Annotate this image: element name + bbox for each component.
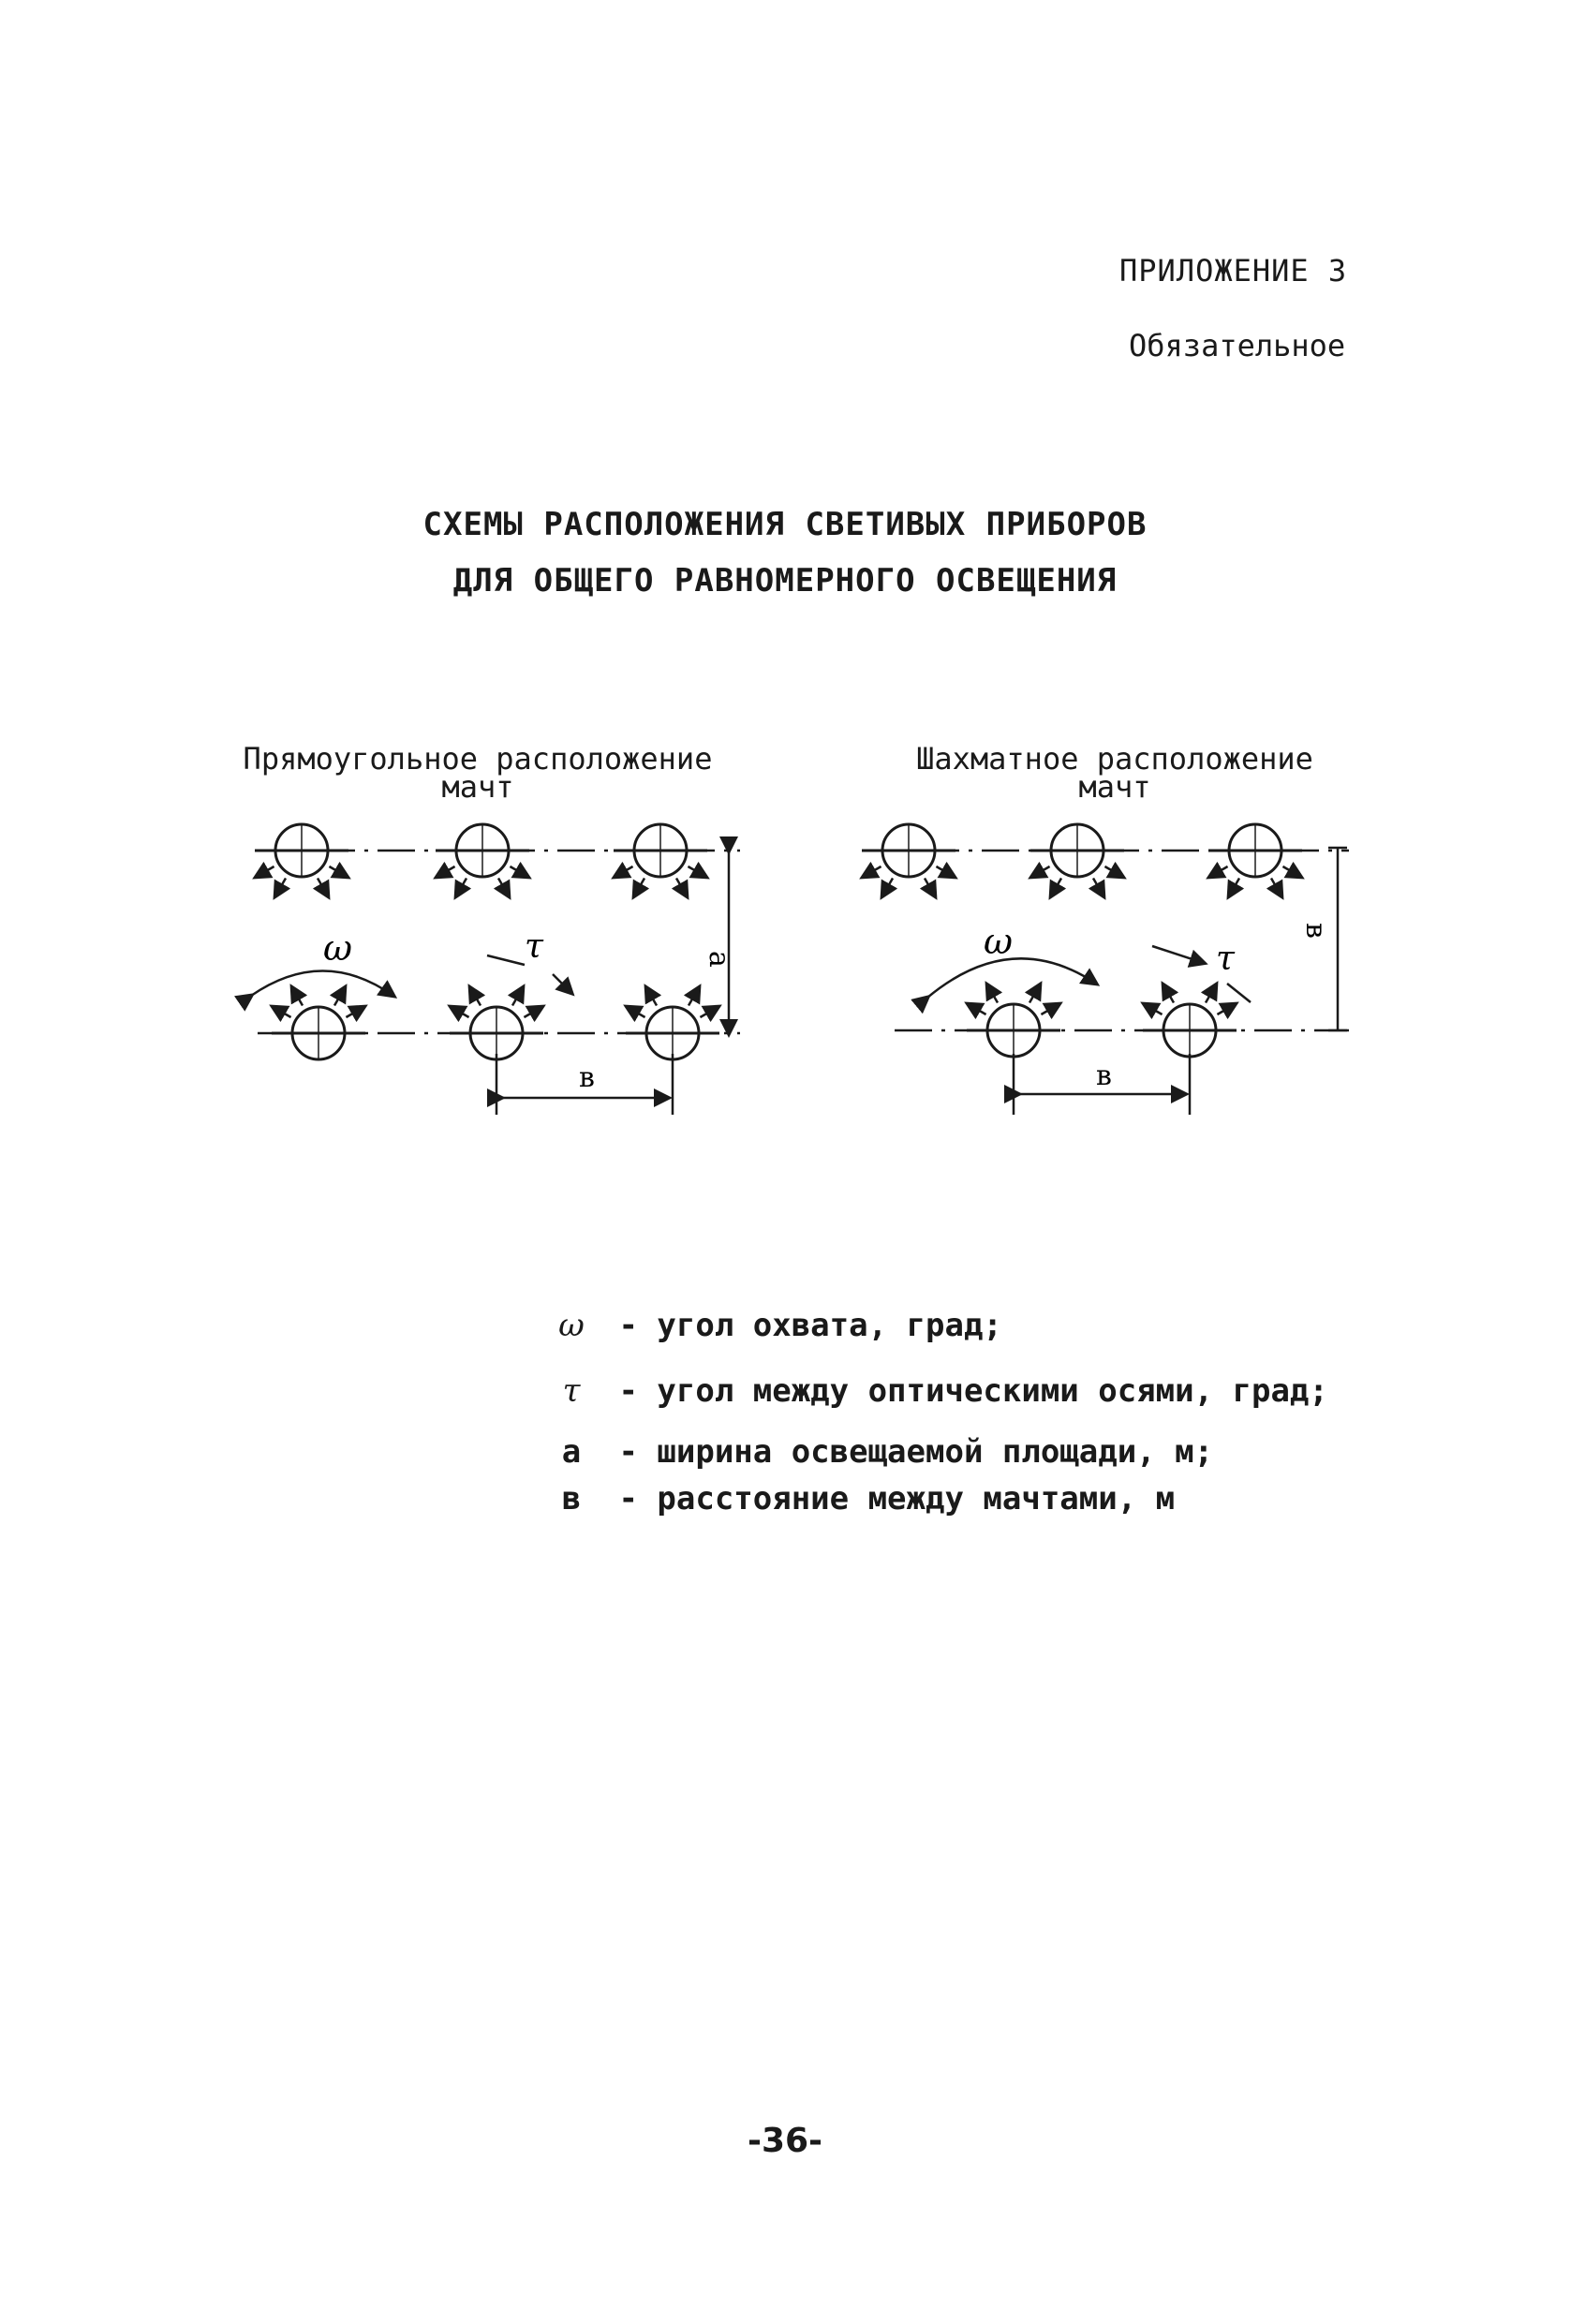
light-ray: [437, 866, 455, 877]
light-ray: [882, 878, 893, 896]
dim-b-label-right: в: [1096, 1059, 1112, 1092]
legend-symbol: ω: [558, 1307, 585, 1344]
legend-item: [543, 1480, 1175, 1517]
caption-staggered-line2: мачт: [1078, 769, 1151, 805]
light-ray: [689, 988, 699, 1006]
light-ray: [700, 1007, 718, 1017]
light-ray: [456, 878, 467, 896]
legend-item: [543, 1372, 1328, 1410]
light-ray: [1271, 878, 1281, 896]
light-ray: [615, 866, 633, 877]
legend-text: - угол охвата, град;: [618, 1307, 1002, 1344]
light-ray: [329, 866, 347, 877]
light-ray: [292, 988, 303, 1006]
light-ray: [1163, 985, 1174, 1003]
legend-item: [543, 1433, 1213, 1471]
light-ray: [346, 1007, 363, 1017]
light-ray: [1104, 866, 1122, 877]
page-title-line2: ДЛЯ ОБЩЕГО РАВНОМЕРНОГО ОСВЕЩЕНИЯ: [452, 562, 1118, 600]
caption-rectangular-line1: Прямоугольное расположение: [243, 741, 713, 777]
light-ray: [864, 866, 881, 877]
light-ray: [470, 988, 481, 1006]
light-ray: [1229, 878, 1239, 896]
legend-symbol: а: [561, 1433, 582, 1471]
light-ray: [1051, 878, 1061, 896]
light-ray: [1041, 1004, 1059, 1014]
legend-item: [543, 1307, 1002, 1344]
dim-b-label-left: в: [579, 1061, 595, 1094]
light-ray: [1029, 985, 1040, 1003]
light-ray: [318, 878, 328, 896]
light-ray: [969, 1004, 986, 1014]
light-ray: [925, 878, 935, 896]
dimension-lines: [251, 848, 1347, 1115]
page-number: -36-: [748, 2122, 822, 2160]
light-ray: [510, 866, 527, 877]
light-ray: [646, 988, 657, 1006]
annex-label: ПРИЛОЖЕНИЕ 3: [1119, 253, 1348, 289]
light-ray: [452, 1007, 469, 1017]
legend-text: - угол между оптическими осями, град;: [618, 1372, 1328, 1410]
light-ray: [1206, 985, 1216, 1003]
page-title-line1: СХЕМЫ РАСПОЛОЖЕНИЯ СВЕТИВЫХ ПРИБОРОВ: [422, 506, 1148, 543]
light-ray: [676, 878, 687, 896]
light-ray: [1282, 866, 1300, 877]
tau-label-left: τ: [525, 927, 543, 966]
light-ray: [1145, 1004, 1163, 1014]
legend-symbol: τ: [562, 1372, 581, 1410]
light-ray: [628, 1007, 645, 1017]
caption-rectangular-line2: мачт: [441, 769, 514, 805]
light-ray: [1217, 1004, 1235, 1014]
annex-status: Обязательное: [1129, 328, 1346, 363]
light-ray: [1093, 878, 1103, 896]
light-ray: [274, 1007, 291, 1017]
light-ray: [512, 988, 523, 1006]
dim-a-label-right: в: [1299, 923, 1332, 939]
light-ray: [334, 988, 345, 1006]
light-ray: [1210, 866, 1228, 877]
tau-label-right: τ: [1216, 940, 1235, 978]
omega-label-left: ω: [323, 927, 352, 969]
legend-text: - расстояние между мачтами, м: [618, 1480, 1176, 1517]
light-ray: [275, 878, 286, 896]
light-ray: [688, 866, 705, 877]
omega-label-right: ω: [984, 921, 1013, 962]
legend-text: - ширина освещаемой площади, м;: [618, 1433, 1214, 1471]
light-ray: [498, 878, 509, 896]
legend-symbol: в: [561, 1480, 582, 1517]
light-ray: [987, 985, 998, 1003]
light-ray: [634, 878, 644, 896]
caption-staggered-line1: Шахматное расположение: [916, 741, 1313, 777]
light-ray: [257, 866, 274, 877]
light-ray: [936, 866, 954, 877]
light-ray: [524, 1007, 541, 1017]
dim-a-label-left: а: [703, 951, 735, 968]
light-ray: [1032, 866, 1050, 877]
